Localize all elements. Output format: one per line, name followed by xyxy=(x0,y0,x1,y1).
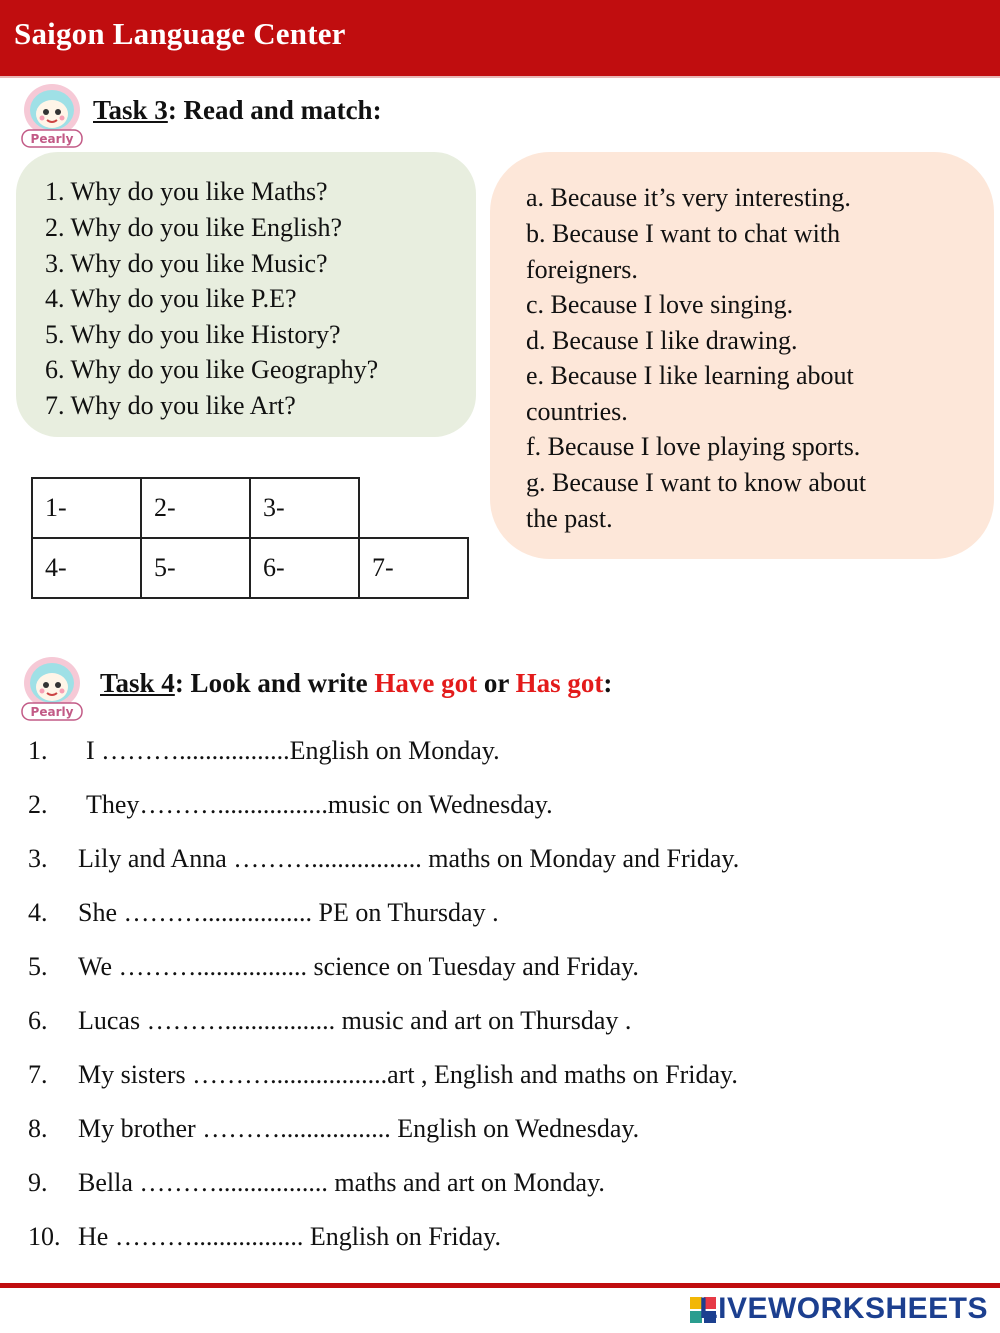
question-item: 7. Why do you like Art? xyxy=(45,391,296,420)
exercise-text[interactable]: My brother ………................. English on Wednesday. xyxy=(78,1114,640,1143)
header-title: Saigon Language Center xyxy=(14,16,346,51)
task3-heading-rest: : Read and match: xyxy=(167,95,382,125)
question-item: 6. Why do you like Geography? xyxy=(45,355,379,384)
question-item: 1. Why do you like Maths? xyxy=(45,177,328,206)
question-item: 4. Why do you like P.E? xyxy=(45,284,297,313)
task3-label: Task 3 xyxy=(93,95,168,125)
answer-cell-6[interactable]: 6- xyxy=(250,538,359,598)
empty-cell xyxy=(359,478,468,538)
answer-line: a. Because it’s very interesting. xyxy=(526,183,851,212)
answer-cell-1[interactable]: 1- xyxy=(32,478,141,538)
exercise-number: 6. xyxy=(28,1006,48,1035)
answer-line: b. Because I want to chat with xyxy=(526,219,841,248)
exercise-number: 2. xyxy=(28,790,48,819)
question-item: 3. Why do you like Music? xyxy=(45,249,328,278)
task3-heading xyxy=(93,95,382,126)
task4-heading-mid: : Look and write xyxy=(174,668,375,698)
exercise-number: 7. xyxy=(28,1060,48,1089)
exercise-number: 4. xyxy=(28,898,48,927)
task4-colon: : xyxy=(603,668,613,698)
header-divider xyxy=(0,76,1000,78)
pearly-mascot-icon xyxy=(17,80,87,150)
answer-cell-3[interactable]: 3- xyxy=(250,478,359,538)
task4-or: or xyxy=(477,668,516,698)
pearly-mascot-icon xyxy=(17,653,87,723)
answer-line: the past. xyxy=(526,504,613,533)
exercise-text[interactable]: Lily and Anna ………................. maths on Monday and Friday. xyxy=(78,844,740,873)
answer-cell-7[interactable]: 7- xyxy=(359,538,468,598)
question-item: 5. Why do you like History? xyxy=(45,320,341,349)
exercise-text[interactable]: We ………................. science on Tuesday and Friday. xyxy=(78,952,639,981)
answer-line: foreigners. xyxy=(526,255,638,284)
footer-divider xyxy=(0,1283,1000,1288)
answer-line: f. Because I love playing sports. xyxy=(526,432,861,461)
answers-box xyxy=(490,152,994,559)
exercise-text[interactable]: He ………................. English on Friday. xyxy=(78,1222,501,1251)
exercise-number: 10. xyxy=(28,1222,61,1251)
answer-line: d. Because I like drawing. xyxy=(526,326,798,355)
exercise-text[interactable]: They……….................music on Wednesday. xyxy=(86,790,553,819)
exercise-number: 5. xyxy=(28,952,48,981)
answer-table xyxy=(31,477,469,599)
exercise-text[interactable]: I ……….................English on Monday. xyxy=(86,736,500,765)
option-has-got: Has got xyxy=(515,668,604,698)
mascot-label: Pearly xyxy=(30,705,74,719)
option-have-got: Have got xyxy=(374,668,478,698)
exercise-number: 8. xyxy=(28,1114,48,1143)
exercise-text[interactable]: Lucas ………................. music and art on Thursday . xyxy=(78,1006,632,1035)
exercise-text[interactable]: She ………................. PE on Thursday . xyxy=(78,898,499,927)
task4-heading xyxy=(100,668,612,699)
exercise-number: 3. xyxy=(28,844,48,873)
answer-line: g. Because I want to know about xyxy=(526,468,867,497)
exercise-number: 9. xyxy=(28,1168,48,1197)
answer-line: e. Because I like learning about xyxy=(526,361,854,390)
answer-cell-5[interactable]: 5- xyxy=(141,538,250,598)
exercise-text[interactable]: My sisters ………..................art , English and maths on Friday. xyxy=(78,1060,738,1089)
question-item: 2. Why do you like English? xyxy=(45,213,343,242)
exercise-number: 1. xyxy=(28,736,48,765)
answer-cell-2[interactable]: 2- xyxy=(141,478,250,538)
answer-cell-4[interactable]: 4- xyxy=(32,538,141,598)
task4-label: Task 4 xyxy=(100,668,175,698)
questions-box xyxy=(16,152,476,437)
mascot-label: Pearly xyxy=(30,132,74,146)
exercise-text[interactable]: Bella ………................. maths and art on Monday. xyxy=(78,1168,605,1197)
answer-line: c. Because I love singing. xyxy=(526,290,794,319)
liveworksheets-brand[interactable]: LIVEWORKSHEETS xyxy=(699,1292,988,1325)
answer-line: countries. xyxy=(526,397,628,426)
header-bar xyxy=(0,0,1000,76)
